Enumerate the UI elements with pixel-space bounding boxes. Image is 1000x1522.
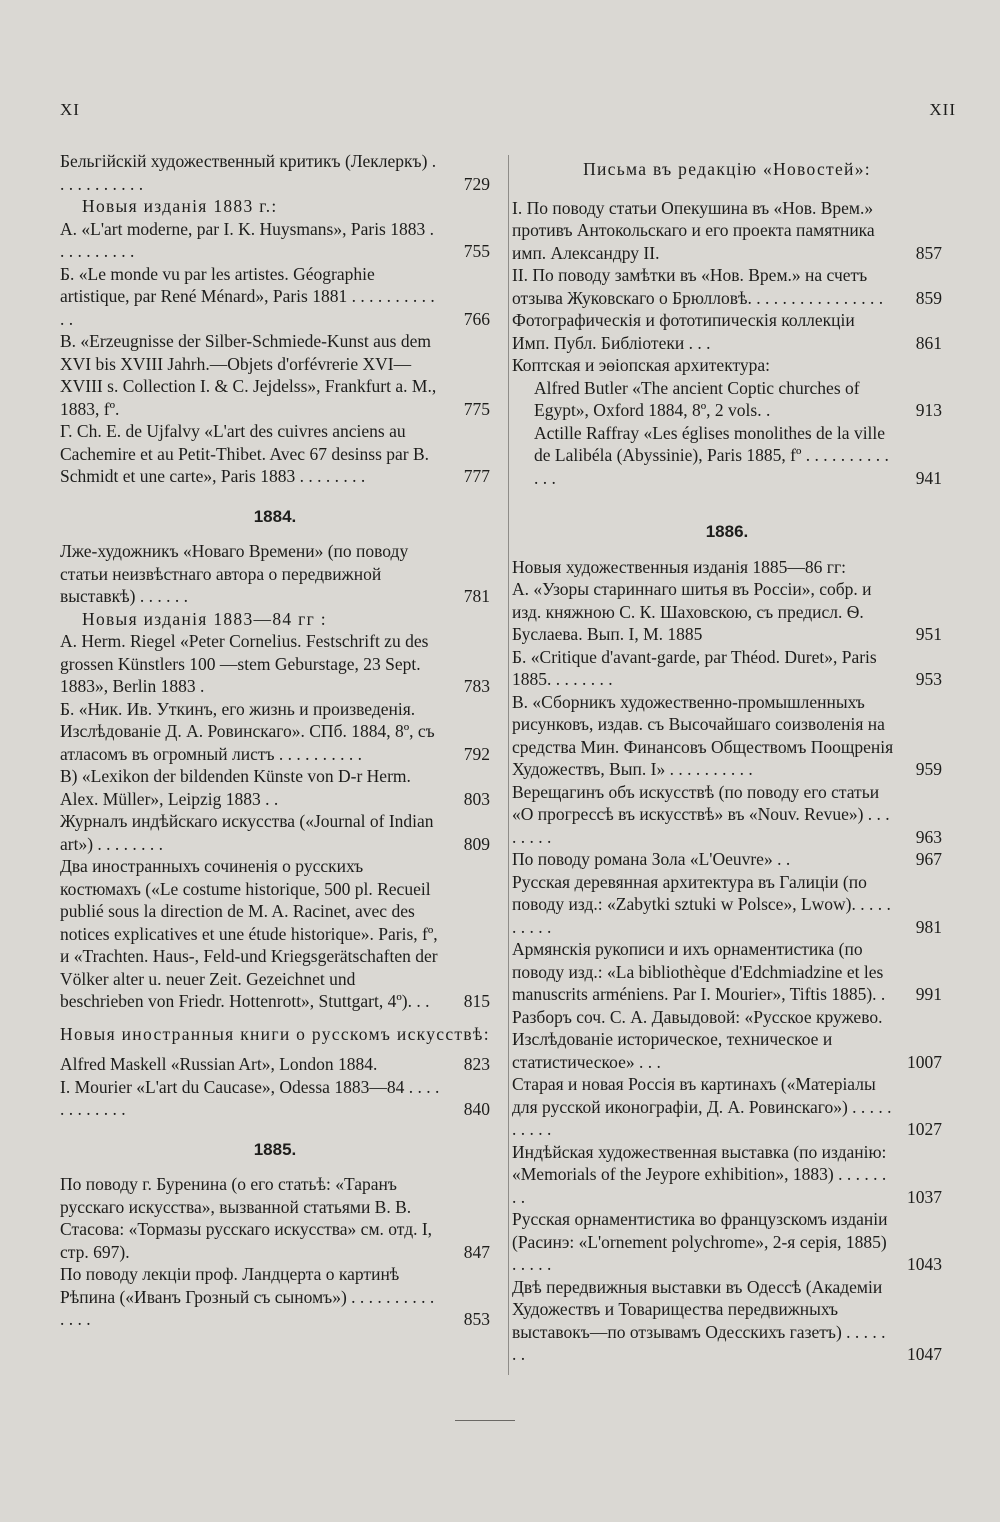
- toc-entry: [512, 1006, 942, 1074]
- entry-page: 809: [463, 833, 490, 854]
- spacer: [512, 489, 942, 503]
- entry-title: Старая и новая Россія въ картинахъ («Матеріалы для русской иконографіи, Д. А. Ровинскаго») . . . . . . . . . .: [512, 1074, 892, 1139]
- entry-title: А. «Узоры стариннаго шитья въ Россіи», собр. и изд. княжною С. К. Шаховскою, съ предисл. Ѳ. Буслаева. Вып. I, М. 1885: [512, 579, 872, 644]
- entry-title: По поводу лекціи проф. Ландцерта о картинѣ Рѣпина («Иванъ Грозный съ сыномъ») . . . . . . . . . . . . . .: [60, 1264, 435, 1329]
- entry-page: 775: [463, 398, 490, 419]
- entry-page: 766: [463, 308, 490, 329]
- entry-title: I. По поводу статьи Опекушина въ «Нов. Врем.» противъ Антокольскаго и его проекта памятника имп. Александру II.: [512, 197, 875, 263]
- entry-title: А. «L'art moderne, par I. K. Huysmans», Paris 1883 . . . . . . . . . .: [60, 218, 434, 261]
- entry-page: 859: [915, 287, 942, 308]
- entry-title: Верещагинъ объ искусствѣ (по поводу его статьи «О прогрессѣ въ искусствѣ» въ «Nouv. Revue») . . . . . . . .: [512, 781, 890, 847]
- entry-title: Новыя художественныя изданія 1885—86 гг:: [512, 556, 846, 577]
- entry-page: 1027: [907, 1119, 942, 1139]
- year-heading-1885: 1885.: [253, 1139, 297, 1159]
- toc-entry: [60, 1173, 490, 1263]
- entry-title: Индѣйская художественная выставка (по изданію: «Memorials of the Jeypore exhibition», 1883) . . . . . . . .: [512, 1141, 887, 1207]
- entry-title: Два иностранныхъ сочиненія о русскихъ костюмахъ («Le costume historique, 500 pl. Recueil publié sous la direction de M. A. Racinet, avec des notices explicatives et une étude historique». Paris, fº, и «Trachten. Haus-, Feld-und Kriegsgerätschaften der Völker alter u. neuer Zeit. Gezeichnet und beschrieben von Friedr. Hottenrott», Stuttgart, 4º). . .: [60, 856, 438, 1011]
- entry-title: Разборъ соч. С. А. Давыдовой: «Русское кружево. Изслѣдованіе историческое, техническое и статистическое» . . .: [512, 1006, 883, 1072]
- toc-entry: [60, 1053, 490, 1076]
- entry-title: Лже-художникъ «Новаго Времени» (по поводу статьи неизвѣстнаго автора о передвижной выставкѣ) . . . . . .: [60, 541, 409, 606]
- toc-entry: [60, 263, 490, 331]
- entry-page: 963: [915, 826, 942, 847]
- entry-title: Г. Ch. E. de Ujfalvy «L'art des cuivres anciens au Cachemire et au Petit-Thibet. Avec 67 desinss par B. Schmidt et une carte», Paris 1883 . . . . . . . .: [60, 421, 430, 486]
- toc-entry: [512, 197, 942, 265]
- toc-entry: [512, 264, 942, 309]
- subsection-heading: Коптская и эѳіопская архитектура:: [512, 355, 771, 375]
- entry-page: 913: [915, 400, 942, 420]
- toc-entry: [512, 646, 942, 691]
- subsection-heading: Новыя изданія 1883 г.:: [82, 196, 278, 216]
- entry-title: II. По поводу замѣтки въ «Нов. Врем.» на счетъ отзыва Жуковскаго о Брюлловѣ. . . . . . . . . . . . . . . .: [512, 265, 884, 308]
- entry-title: А. Herm. Riegel «Peter Cornelius. Festschrift zu des grossen Künstlers 100 —stem Geburstage, 23 Sept. 1883», Berlin 1883 .: [60, 631, 429, 696]
- toc-entry: [512, 309, 942, 354]
- entry-page: 981: [915, 916, 942, 937]
- entry-title: I. Mourier «L'art du Caucase», Odessa 1883—84 . . . . . . . . . . . .: [60, 1076, 440, 1119]
- left-column: [60, 150, 490, 1331]
- entry-title: Фотографическія и фототипическія коллекціи Имп. Публ. Библіотеки . . .: [512, 310, 855, 353]
- entry-page: 953: [915, 669, 942, 689]
- entry-page: 783: [463, 676, 490, 696]
- toc-entry: [512, 1208, 942, 1276]
- bottom-rule: [455, 1420, 515, 1421]
- toc-entry: [60, 810, 490, 855]
- page-number-left: XI: [60, 100, 80, 119]
- toc-entry: [512, 556, 942, 579]
- toc-entry: [60, 698, 490, 766]
- year-heading-1886: 1886.: [705, 522, 749, 541]
- toc-entry: [60, 420, 490, 488]
- entry-page: 823: [463, 1054, 490, 1074]
- page-number-right: XII: [929, 100, 956, 119]
- toc-entry: [512, 377, 942, 422]
- toc-entry: [512, 1276, 942, 1366]
- column-divider: [508, 155, 509, 1375]
- entry-title: Б. «Le monde vu par les artistes. Géographie artistique, par René Ménard», Paris 1881 . . . . . . . . . . . .: [60, 263, 435, 329]
- entry-page: 792: [463, 743, 490, 764]
- entry-title: Alfred Butler «The ancient Coptic churches of Egypt», Oxford 1884, 8º, 2 vols. .: [534, 377, 860, 420]
- toc-entry: [60, 765, 490, 810]
- entry-title: Русская орнаментистика во французскомъ изданіи (Расинэ: «L'ornement polychrome», 2-я серія, 1885) . . . . .: [512, 1209, 888, 1274]
- entry-page: 815: [463, 991, 490, 1011]
- entry-title: Бельгійскій художественный критикъ (Леклеркъ) . . . . . . . . . . .: [60, 151, 437, 194]
- entry-title: Двѣ передвижныя выставки въ Одессѣ (Академіи Художествъ и Товарищества передвижныхъ выставокъ—по отзывамъ Одесскихъ газетъ) . . . . . . .: [512, 1276, 886, 1364]
- entry-page: 857: [915, 242, 942, 263]
- toc-entry: [512, 1073, 942, 1141]
- toc-entry: [60, 1263, 490, 1331]
- entry-title: Русская деревянная архитектура въ Галиціи (по поводу изд.: «Zabytki sztuki w Polsce», Lwow). . . . . . . . . .: [512, 871, 891, 937]
- subsection-heading: Письма въ редакцію «Новостей»:: [583, 159, 871, 179]
- entry-title: В. «Сборникъ художественно-промышленныхъ рисунковъ, издав. съ Высочайшаго соизволенія на средства Мин. Финансовъ Обществомъ Поощренія Художествъ, Вып. I» . . . . . . . . . .: [512, 691, 894, 779]
- entry-title: По поводу романа Зола «L'Oeuvre» . .: [512, 849, 791, 869]
- entry-page: 755: [463, 241, 490, 261]
- subsection-heading: Новыя иностранныя книги о русскомъ искусствѣ:: [60, 1023, 490, 1044]
- toc-entry: [512, 938, 942, 1006]
- entry-page: 777: [463, 466, 490, 486]
- entry-title: Alfred Maskell «Russian Art», London 1884.: [60, 1054, 378, 1074]
- toc-entry: [60, 1076, 490, 1121]
- entry-page: 951: [915, 624, 942, 644]
- toc-entry: [60, 855, 490, 1013]
- toc-entry: [60, 330, 490, 420]
- subsection-heading: Новыя изданія 1883—84 гг :: [82, 608, 327, 629]
- toc-entry: [512, 848, 942, 871]
- toc-entry: [512, 1141, 942, 1209]
- toc-entry: [512, 578, 942, 646]
- toc-entry: [60, 630, 490, 698]
- toc-entry: [60, 218, 490, 263]
- entry-title: Б. «Ник. Ив. Уткинъ, его жизнь и произведенія. Изслѣдованіе Д. А. Ровинскаго». СПб. 1884, 8º, съ атласомъ въ огромный листъ . . . . . . . . . .: [60, 698, 435, 764]
- entry-page: 1043: [907, 1254, 942, 1274]
- entry-page: 861: [915, 332, 942, 353]
- entry-page: 941: [915, 467, 942, 488]
- entry-page: 853: [463, 1309, 490, 1329]
- entry-page: 781: [463, 586, 490, 606]
- entry-title: Б. «Critique d'avant-garde, par Théod. Duret», Paris 1885. . . . . . . .: [512, 646, 877, 689]
- toc-entry: [512, 422, 942, 490]
- toc-entry: [512, 691, 942, 781]
- entry-page: 1047: [907, 1344, 942, 1364]
- entry-page: 1037: [907, 1186, 942, 1207]
- entry-page: 729: [463, 173, 490, 194]
- entry-title: Журналъ индѣйскаго искусства («Journal of Indian art») . . . . . . . .: [60, 811, 434, 854]
- right-column: [512, 150, 942, 1366]
- entry-page: 840: [463, 1099, 490, 1119]
- toc-entry: [60, 150, 490, 195]
- entry-title: Армянскія рукописи и ихъ орнаментистика (по поводу изд.: «La bibliothèque d'Edchmiadzine et les manuscrits arméniens. Par I. Mourier», Tiftis 1885). .: [512, 939, 886, 1004]
- entry-page: 847: [463, 1241, 490, 1262]
- entry-title: По поводу г. Буренина (о его статьѣ: «Таранъ русскаго искусства», вызванной статьями В. В. Стасова: «Тормазы русскаго искусства» см. отд. I, стр. 697).: [60, 1174, 433, 1262]
- entry-page: 959: [915, 759, 942, 779]
- entry-page: 991: [915, 984, 942, 1004]
- toc-entry: [60, 540, 490, 608]
- entry-page: 803: [463, 788, 490, 809]
- entry-title: В) «Lexikon der bildenden Künste von D-r Herm. Alex. Müller», Leipzig 1883 . .: [60, 766, 411, 809]
- entry-page: 1007: [907, 1051, 942, 1072]
- year-heading-1884: 1884.: [253, 506, 297, 526]
- entry-title: Actille Raffray «Les églises monolithes de la ville de Lalibéla (Abyssinie), Paris 1885, fº . . . . . . . . . . . . .: [534, 422, 889, 488]
- toc-entry: [512, 781, 942, 849]
- entry-page: 967: [915, 849, 942, 869]
- entry-title: В. «Erzeugnisse der Silber-Schmiede-Kunst aus dem XVI bis XVIII Jahrh.—Objets d'orfévrerie XVI—XVIII s. Collection I. & C. Jejdelss», Frankfurt a. M., 1883, fº.: [60, 331, 437, 419]
- toc-entry: [512, 871, 942, 939]
